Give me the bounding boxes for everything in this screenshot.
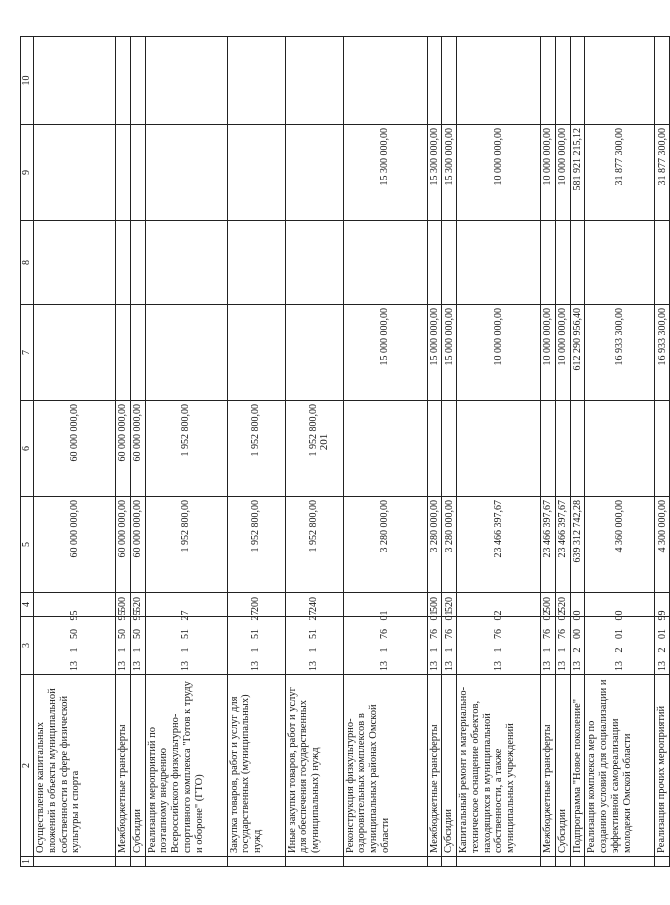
value-col7: 15 000 000,00 <box>343 305 427 401</box>
table-row <box>555 37 570 867</box>
row-vr: 520 <box>442 593 457 617</box>
table-row <box>541 37 556 867</box>
value-col6 <box>457 401 541 497</box>
value-col8 <box>130 221 145 305</box>
value-col5: 3 280 000,00 <box>442 497 457 593</box>
value-col6: 60 000 000,00 <box>116 401 131 497</box>
row-code: 13 2 00 00 <box>570 617 585 675</box>
value-col7 <box>130 305 145 401</box>
value-col6 <box>541 401 556 497</box>
value-col7: 10 000 000,00 <box>555 305 570 401</box>
page-number: 201 <box>318 433 330 451</box>
row-name: Реконструкция физкультурно-оздоровительных комплексов в муниципальных районах Омской области <box>343 675 427 857</box>
col-number: 8 <box>21 221 34 305</box>
value-col7 <box>285 305 343 401</box>
col-number: 9 <box>21 125 34 221</box>
col-number: 7 <box>21 305 34 401</box>
table-row <box>585 37 655 867</box>
first-cell <box>585 857 655 867</box>
value-col6 <box>585 401 655 497</box>
row-code: 13 1 51 27 <box>285 617 343 675</box>
value-col8 <box>34 221 116 305</box>
table-row <box>116 37 131 867</box>
row-name: Субсидии <box>555 675 570 857</box>
value-col7: 10 000 000,00 <box>457 305 541 401</box>
value-col10 <box>227 37 285 125</box>
value-col10 <box>541 37 556 125</box>
table-row <box>285 37 343 867</box>
first-cell <box>145 857 227 867</box>
value-col7 <box>145 305 227 401</box>
value-col7 <box>116 305 131 401</box>
value-col5: 3 280 000,00 <box>427 497 442 593</box>
value-col9: 10 000 000,00 <box>555 125 570 221</box>
value-col10 <box>655 37 670 125</box>
value-col9 <box>145 125 227 221</box>
value-col5: 3 280 000,00 <box>343 497 427 593</box>
first-cell <box>285 857 343 867</box>
row-code: 13 1 76 02 <box>457 617 541 675</box>
row-vr: 200 <box>227 593 285 617</box>
row-vr: 240 <box>285 593 343 617</box>
value-col5: 1 952 800,00 <box>285 497 343 593</box>
value-col5: 60 000 000,00 <box>34 497 116 593</box>
value-col10 <box>145 37 227 125</box>
value-col9 <box>116 125 131 221</box>
value-col9: 31 877 300,00 <box>655 125 670 221</box>
first-cell <box>116 857 131 867</box>
row-name: Субсидии <box>130 675 145 857</box>
value-col10 <box>116 37 131 125</box>
value-col8 <box>116 221 131 305</box>
first-cell <box>343 857 427 867</box>
value-col9: 31 877 300,00 <box>585 125 655 221</box>
row-name: Реализация мероприятий по поэтапному внедрению Всероссийского физкультурно-спортивного комплекса "Готов к труду и обороне" (ГТО) <box>145 675 227 857</box>
value-col5: 1 952 800,00 <box>227 497 285 593</box>
row-code: 13 1 50 95 <box>130 617 145 675</box>
value-col8 <box>555 221 570 305</box>
value-col10 <box>343 37 427 125</box>
value-col9: 15 300 000,00 <box>343 125 427 221</box>
value-col7: 15 000 000,00 <box>427 305 442 401</box>
row-code: 13 1 51 27 <box>227 617 285 675</box>
first-cell <box>570 857 585 867</box>
value-col6 <box>655 401 670 497</box>
value-col5: 60 000 000,00 <box>116 497 131 593</box>
first-cell <box>541 857 556 867</box>
value-col8 <box>570 221 585 305</box>
value-col7: 612 290 956,40 <box>570 305 585 401</box>
row-name: Субсидии <box>442 675 457 857</box>
value-col8 <box>427 221 442 305</box>
row-vr: 500 <box>116 593 131 617</box>
rotated-table-container <box>20 37 668 867</box>
value-col8 <box>442 221 457 305</box>
value-col10 <box>457 37 541 125</box>
row-code: 13 1 51 27 <box>145 617 227 675</box>
value-col7: 10 000 000,00 <box>541 305 556 401</box>
first-cell <box>130 857 145 867</box>
first-cell <box>427 857 442 867</box>
value-col6 <box>570 401 585 497</box>
row-code: 13 1 76 01 <box>427 617 442 675</box>
table-row <box>343 37 427 867</box>
value-col8 <box>227 221 285 305</box>
value-col7: 16 933 300,00 <box>585 305 655 401</box>
first-cell <box>655 857 670 867</box>
value-col9: 10 000 000,00 <box>541 125 556 221</box>
value-col6 <box>343 401 427 497</box>
value-col7: 15 000 000,00 <box>442 305 457 401</box>
value-col9: 15 300 000,00 <box>427 125 442 221</box>
value-col10 <box>285 37 343 125</box>
row-code: 13 1 50 95 <box>34 617 116 675</box>
value-col6: 1 952 800,00 <box>285 401 343 497</box>
table-row <box>130 37 145 867</box>
value-col6: 1 952 800,00 <box>145 401 227 497</box>
value-col6 <box>442 401 457 497</box>
table-row <box>227 37 285 867</box>
value-col9 <box>285 125 343 221</box>
value-col6: 60 000 000,00 <box>34 401 116 497</box>
row-vr: 500 <box>427 593 442 617</box>
row-name: Реализация комплекса мер по созданию условий для социализации и эффективной самореализации молодежи Омской области <box>585 675 655 857</box>
value-col10 <box>34 37 116 125</box>
row-name: Подпрограмма "Новое поколение" <box>570 675 585 857</box>
column-number-row <box>21 37 34 867</box>
value-col5: 4 360 000,00 <box>585 497 655 593</box>
value-col5: 23 466 397,67 <box>457 497 541 593</box>
value-col10 <box>555 37 570 125</box>
row-code: 13 1 76 01 <box>442 617 457 675</box>
value-col8 <box>585 221 655 305</box>
budget-table <box>20 36 670 867</box>
value-col8 <box>655 221 670 305</box>
col-number: 10 <box>21 37 34 125</box>
row-name: Капитальный ремонт и материально-техническое оснащение объектов, находящихся в муниципальной собственности, а также муниципальных учреждений <box>457 675 541 857</box>
value-col7 <box>34 305 116 401</box>
value-col5: 4 300 000,00 <box>655 497 670 593</box>
row-name: Межбюджетные трансферты <box>427 675 442 857</box>
table-row <box>34 37 116 867</box>
row-name: Реализация прочих мероприятий <box>655 675 670 857</box>
value-col7 <box>227 305 285 401</box>
table-row <box>427 37 442 867</box>
value-col6: 60 000 000,00 <box>130 401 145 497</box>
col-number: 4 <box>21 593 34 617</box>
table-row <box>457 37 541 867</box>
row-code: 13 1 76 02 <box>555 617 570 675</box>
value-col9 <box>227 125 285 221</box>
col-number: 5 <box>21 497 34 593</box>
table-row <box>570 37 585 867</box>
value-col8 <box>457 221 541 305</box>
value-col8 <box>541 221 556 305</box>
table-row <box>145 37 227 867</box>
first-cell <box>34 857 116 867</box>
value-col7: 16 933 300,00 <box>655 305 670 401</box>
value-col9 <box>34 125 116 221</box>
value-col9: 581 921 215,12 <box>570 125 585 221</box>
row-vr: 520 <box>130 593 145 617</box>
value-col8 <box>285 221 343 305</box>
table-body <box>21 37 670 867</box>
row-name: Межбюджетные трансферты <box>116 675 131 857</box>
value-col10 <box>427 37 442 125</box>
row-code: 13 1 76 02 <box>541 617 556 675</box>
value-col9: 15 300 000,00 <box>442 125 457 221</box>
row-vr: 520 <box>555 593 570 617</box>
col-number: 3 <box>21 617 34 675</box>
value-col5: 23 466 397,67 <box>555 497 570 593</box>
value-col10 <box>130 37 145 125</box>
value-col8 <box>145 221 227 305</box>
row-code: 13 2 01 99 <box>655 617 670 675</box>
value-col5: 60 000 000,00 <box>130 497 145 593</box>
table-row <box>442 37 457 867</box>
col-number: 6 <box>21 401 34 497</box>
col-number: 1 <box>21 857 34 867</box>
row-code: 13 2 01 00 <box>585 617 655 675</box>
first-cell <box>555 857 570 867</box>
row-vr: 500 <box>541 593 556 617</box>
row-code: 13 1 76 01 <box>343 617 427 675</box>
table-row <box>655 37 670 867</box>
row-name: Осуществление капитальных вложений в объекты муниципальной собственности в сфере физической культуры и спорта <box>34 675 116 857</box>
row-name: Межбюджетные трансферты <box>541 675 556 857</box>
value-col9: 10 000 000,00 <box>457 125 541 221</box>
row-name: Закупка товаров, работ и услуг для государственных (муниципальных) нужд <box>227 675 285 857</box>
value-col5: 1 952 800,00 <box>145 497 227 593</box>
first-cell <box>457 857 541 867</box>
row-code: 13 1 50 95 <box>116 617 131 675</box>
value-col10 <box>570 37 585 125</box>
value-col5: 23 466 397,67 <box>541 497 556 593</box>
value-col6 <box>555 401 570 497</box>
value-col6: 1 952 800,00 <box>227 401 285 497</box>
value-col5: 639 312 742,28 <box>570 497 585 593</box>
value-col8 <box>343 221 427 305</box>
value-col9 <box>130 125 145 221</box>
row-name: Иные закупки товаров, работ и услуг для обеспечения государственных (муниципальных) нужд <box>285 675 343 857</box>
value-col10 <box>442 37 457 125</box>
first-cell <box>442 857 457 867</box>
col-number: 2 <box>21 675 34 857</box>
value-col6 <box>427 401 442 497</box>
first-cell <box>227 857 285 867</box>
value-col10 <box>585 37 655 125</box>
